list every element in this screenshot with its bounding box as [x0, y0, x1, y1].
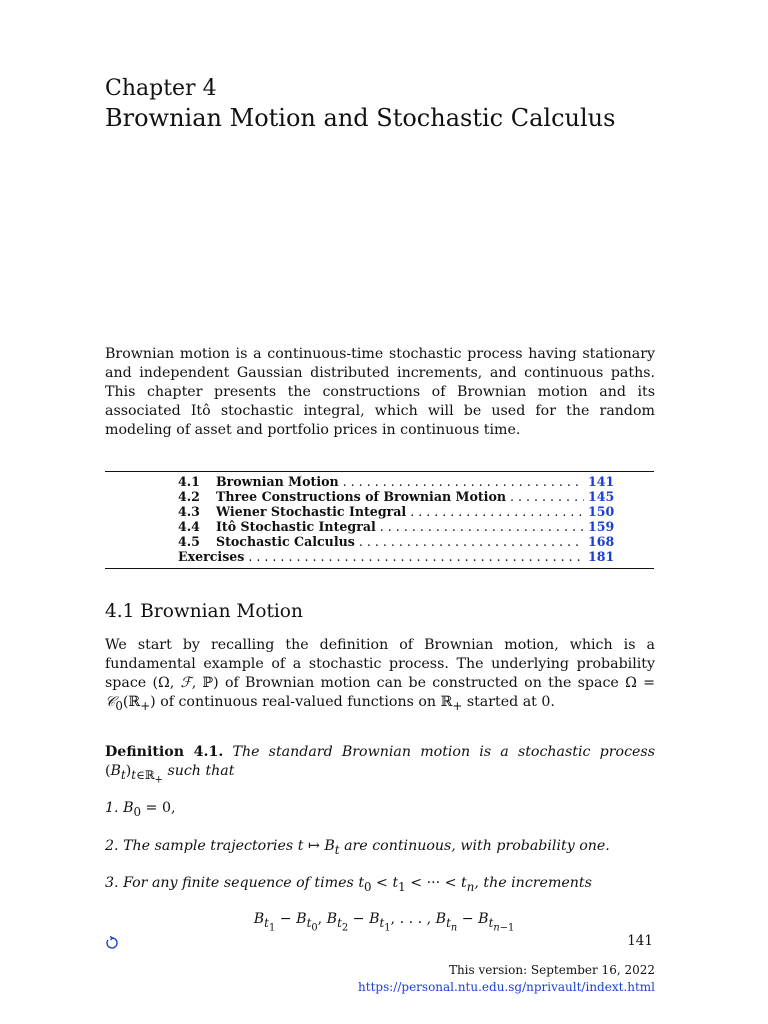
toc-entry-title: Itô Stochastic Integral [216, 519, 376, 534]
item-number: 3. [105, 875, 119, 891]
list-item-1 [105, 800, 655, 819]
para-text-4: started at 0. [466, 694, 555, 710]
math-process: $(B_t)_{t\in ℝ_+}$ [105, 763, 163, 786]
source-url-link[interactable]: https://personal.ntu.edu.sg/nprivault/indext.html [358, 980, 655, 994]
chapter-number: Chapter 4 [105, 76, 217, 101]
math-omega-space: Ω = 𝒞$_0$(ℝ$_+$) [105, 675, 656, 713]
para-text-2: of Brownian motion can be constructed on the space [224, 675, 619, 691]
list-item-2 [105, 838, 655, 857]
toc-entry[interactable] [178, 504, 614, 519]
toc-entry-title: Exercises [178, 549, 245, 564]
version-note: This version: September 16, 2022 [448, 963, 655, 977]
table-of-contents [178, 474, 614, 564]
toc-entry-page-link[interactable]: 159 [588, 519, 615, 534]
chapter-intro: Brownian motion is a continuous-time stochastic process having stationary and independent Gaussian distributed increments, and continuous paths. This chapter presents the constructions of Brownian motion and its associated Itô stochastic integral, which will be used for the random modeling of asset and portfolio prices in continuous time. [105, 346, 655, 438]
toc-entry-number: 4.5 [178, 534, 200, 549]
toc-entry-number: 4.4 [178, 519, 200, 534]
toc-entry-page-link[interactable]: 150 [588, 504, 615, 519]
definition-label: Definition 4.1. [105, 744, 224, 760]
toc-entry-page-link[interactable]: 168 [588, 534, 615, 549]
toc-leader-dots [510, 489, 584, 504]
list-item-3 [105, 875, 655, 894]
math-prob-space: (Ω, ℱ, ℙ) [152, 675, 219, 691]
toc-entry[interactable] [178, 534, 614, 549]
back-reload-icon[interactable] [104, 935, 120, 951]
definition-text-1: The standard Brownian motion is a stochastic process [232, 744, 655, 760]
toc-entry-number: 4.1 [178, 474, 200, 489]
section-paragraph [105, 636, 655, 716]
toc-entry-title: Three Constructions of Brownian Motion [216, 489, 507, 504]
definition-text-2: such that [167, 763, 235, 779]
toc-top-rule [105, 471, 654, 472]
chapter-title: Brownian Motion and Stochastic Calculus [105, 104, 616, 132]
item-text-2: are continuous, with probability one. [344, 838, 610, 854]
math-times: $t_0 < t_1$ < ··· < $t_n$ [358, 875, 475, 894]
math-b0: $B_0 = 0$, [123, 800, 176, 819]
toc-leader-dots [380, 519, 584, 534]
page-number: 141 [627, 933, 653, 949]
toc-entry[interactable] [178, 474, 614, 489]
item-number: 1. [105, 800, 119, 816]
item-text-1: For any finite sequence of times [123, 875, 354, 891]
item-number: 2. [105, 838, 119, 854]
para-text-1: We start by recalling the definition of Brownian motion, which is a fundamental example of a stochastic process. The underlying probability space [105, 637, 655, 691]
increments-equation: $B_{t_1} - B_{t_0}$, $B_{t_2} - B_{t_1}$, . . . , $B_{t_n} - B_{t_{n-1}}$ [253, 911, 515, 934]
toc-entry-title: Brownian Motion [216, 474, 339, 489]
toc-entry-page-link[interactable]: 181 [588, 549, 615, 564]
math-rplus: ℝ$_+$ [440, 694, 463, 713]
section-title: 4.1 Brownian Motion [105, 601, 303, 622]
toc-leader-dots [410, 504, 584, 519]
toc-entry-title: Stochastic Calculus [216, 534, 355, 549]
toc-entry[interactable] [178, 519, 614, 534]
toc-entry-page-link[interactable]: 141 [588, 474, 615, 489]
toc-leader-dots [343, 474, 584, 489]
toc-entry-number: 4.2 [178, 489, 200, 504]
toc-entry-title: Wiener Stochastic Integral [216, 504, 407, 519]
toc-entry[interactable] [178, 549, 614, 564]
toc-entry[interactable] [178, 489, 614, 504]
toc-entry-page-link[interactable]: 145 [588, 489, 615, 504]
toc-entry-number: 4.3 [178, 504, 200, 519]
toc-bottom-rule [105, 568, 654, 569]
item-text-2: , the increments [474, 875, 592, 891]
math-trajectory: t ↦ $B_t$ [297, 838, 340, 857]
definition [105, 743, 655, 789]
para-text-3: of continuous real-valued functions on [160, 694, 437, 710]
toc-leader-dots [359, 534, 584, 549]
toc-leader-dots [248, 549, 584, 564]
item-text-1: The sample trajectories [123, 838, 294, 854]
